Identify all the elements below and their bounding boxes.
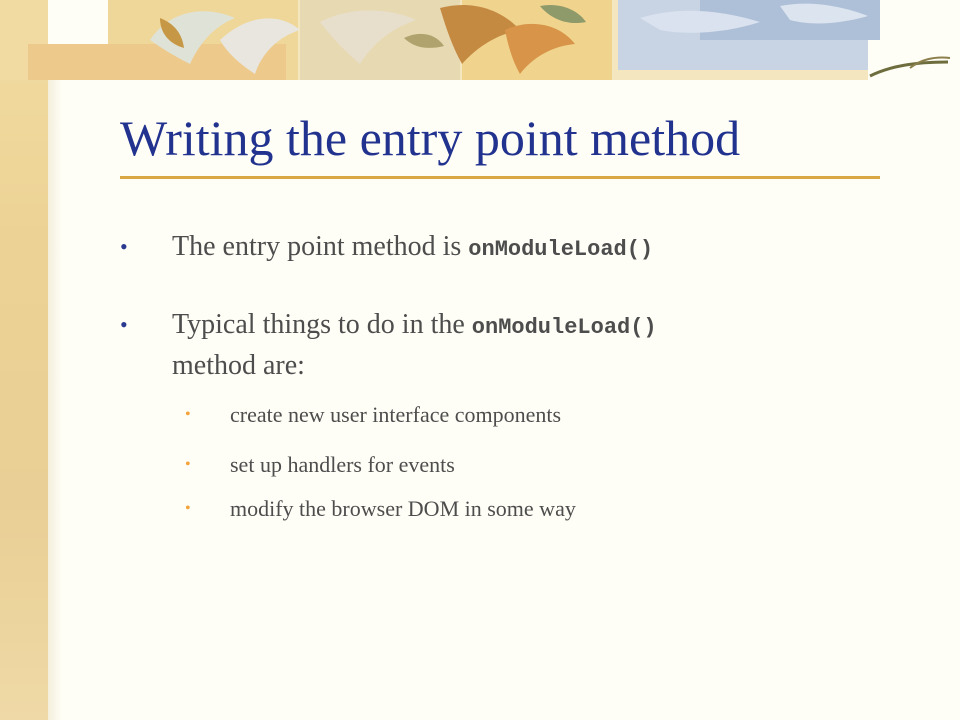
sub-bullet-marker: • bbox=[185, 500, 191, 517]
bullet-item bbox=[120, 306, 872, 385]
sub-bullet-text: create new user interface components bbox=[230, 402, 562, 427]
bullet-text: The entry point method is bbox=[172, 231, 469, 262]
sub-bullet-marker: • bbox=[185, 456, 191, 473]
slide-title: Writing the entry point method bbox=[120, 110, 741, 166]
sub-bullet-item bbox=[185, 401, 870, 429]
sub-bullet-marker: • bbox=[185, 406, 191, 423]
bullet-marker: • bbox=[120, 312, 128, 337]
sub-bullet-text: modify the browser DOM in some way bbox=[230, 496, 576, 521]
sub-bullet-item bbox=[185, 495, 870, 523]
bullet-marker: • bbox=[120, 234, 128, 259]
sub-bullet-item bbox=[185, 451, 870, 479]
code-snippet: onModuleLoad() bbox=[468, 237, 654, 262]
code-snippet: onModuleLoad() bbox=[471, 315, 657, 340]
bullet-text: Typical things to do in the bbox=[172, 309, 472, 340]
bullet-item bbox=[120, 228, 872, 269]
bullet-text-continued: method are: bbox=[172, 350, 305, 381]
sub-bullet-text: set up handlers for events bbox=[230, 452, 455, 477]
